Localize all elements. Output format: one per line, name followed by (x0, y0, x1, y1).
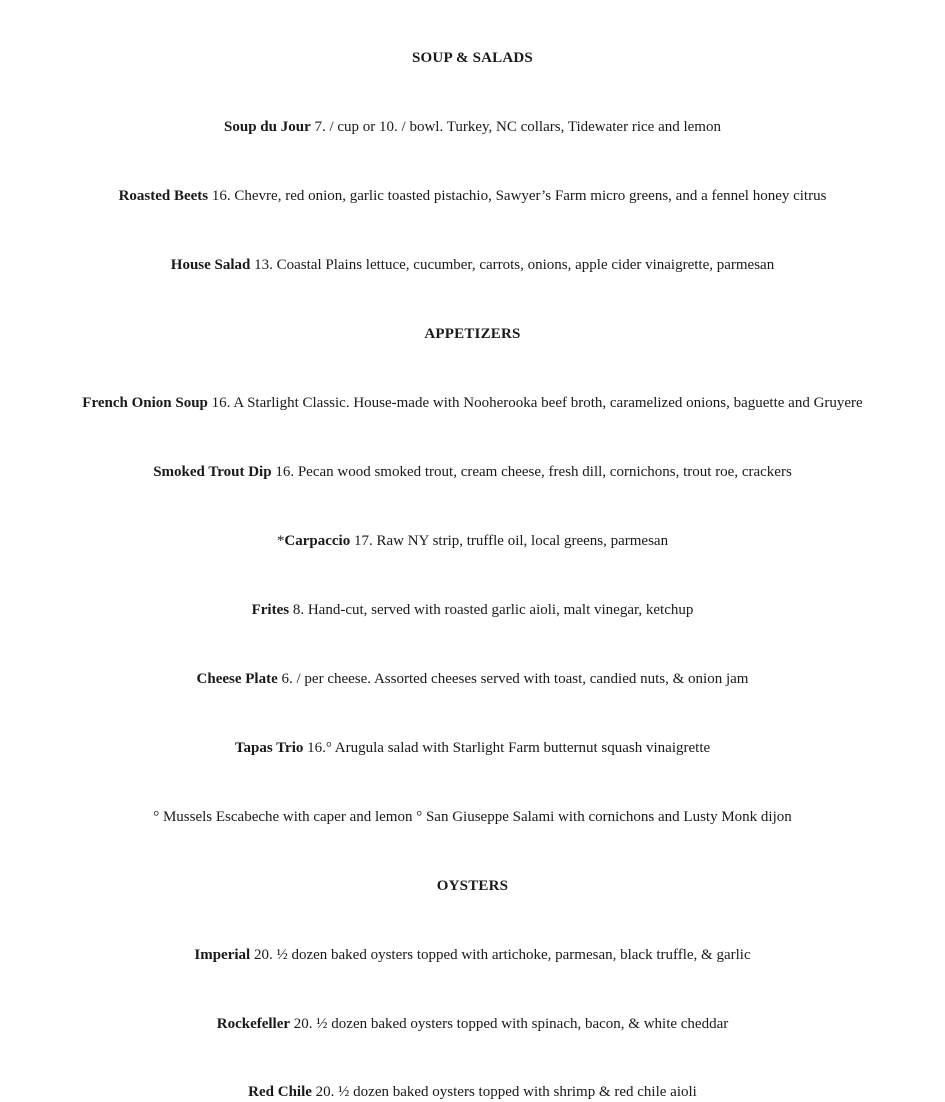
menu-item-tapas-trio-continuation: ° Mussels Escabeche with caper and lemon ° San Giuseppe Salami with cornichons and Lusty Monk dijon (153, 809, 792, 825)
item-name: Carpaccio (284, 533, 351, 549)
menu-item-red-chile (0, 1082, 945, 1102)
item-detail: 16.° Arugula salad with Starlight Farm butternut squash vinaigrette (303, 740, 711, 756)
item-detail: 16. A Starlight Classic. House-made with Nooherooka beef broth, caramelized onions, baguette and Gruyere (207, 395, 863, 411)
item-name: Smoked Trout Dip (153, 464, 272, 480)
item-detail: 8. Hand-cut, served with roasted garlic aioli, malt vinegar, ketchup (289, 602, 694, 618)
menu-item-rockefeller (0, 1014, 945, 1034)
item-detail: 13. Coastal Plains lettuce, cucumber, carrots, onions, apple cider vinaigrette, parmesan (250, 257, 775, 273)
item-detail: 16. Pecan wood smoked trout, cream cheese, fresh dill, cornichons, trout roe, crackers (271, 464, 792, 480)
menu-item-cheese-plate (0, 669, 945, 689)
item-name: Red Chile (248, 1084, 312, 1100)
menu-item-imperial (0, 945, 945, 965)
item-detail: 20. ½ dozen baked oysters topped with artichoke, parmesan, black truffle, & garlic (250, 947, 751, 963)
item-name: Soup du Jour (224, 119, 311, 135)
item-name: French Onion Soup (82, 395, 208, 411)
item-detail: 16. Chevre, red onion, garlic toasted pistachio, Sawyer’s Farm micro greens, and a fennel honey citrus (208, 188, 827, 204)
item-name: Roasted Beets (118, 188, 209, 204)
item-name: Cheese Plate (196, 671, 278, 687)
menu-item-smoked-trout-dip (0, 462, 945, 482)
item-detail: 17. Raw NY strip, truffle oil, local greens, parmesan (350, 533, 669, 549)
item-detail: 6. / per cheese. Assorted cheeses served with toast, candied nuts, & onion jam (277, 671, 749, 687)
menu-item-french-onion-soup (0, 393, 945, 413)
item-detail: 7. / cup or 10. / bowl. Turkey, NC collars, Tidewater rice and lemon (310, 119, 721, 135)
menu-item-carpaccio (0, 531, 945, 551)
item-prefix: * (276, 533, 285, 549)
item-name: Frites (251, 602, 290, 618)
section-heading-appetizers: APPETIZERS (424, 326, 521, 342)
section-heading-oysters: OYSTERS (436, 878, 509, 894)
item-name: Tapas Trio (234, 740, 304, 756)
section-heading-soup-salads: SOUP & SALADS (412, 50, 533, 66)
item-detail: 20. ½ dozen baked oysters topped with spinach, bacon, & white cheddar (290, 1016, 729, 1032)
item-name: House Salad (170, 257, 251, 273)
item-name: Imperial (194, 947, 251, 963)
item-detail: 20. ½ dozen baked oysters topped with shrimp & red chile aioli (311, 1084, 697, 1100)
item-name: Rockefeller (216, 1016, 291, 1032)
menu-item-tapas-trio (0, 738, 945, 758)
menu-item-frites (0, 600, 945, 620)
menu-item-roasted-beets (0, 186, 945, 206)
menu-item-house-salad (0, 255, 945, 275)
menu-item-soup-du-jour (0, 117, 945, 137)
